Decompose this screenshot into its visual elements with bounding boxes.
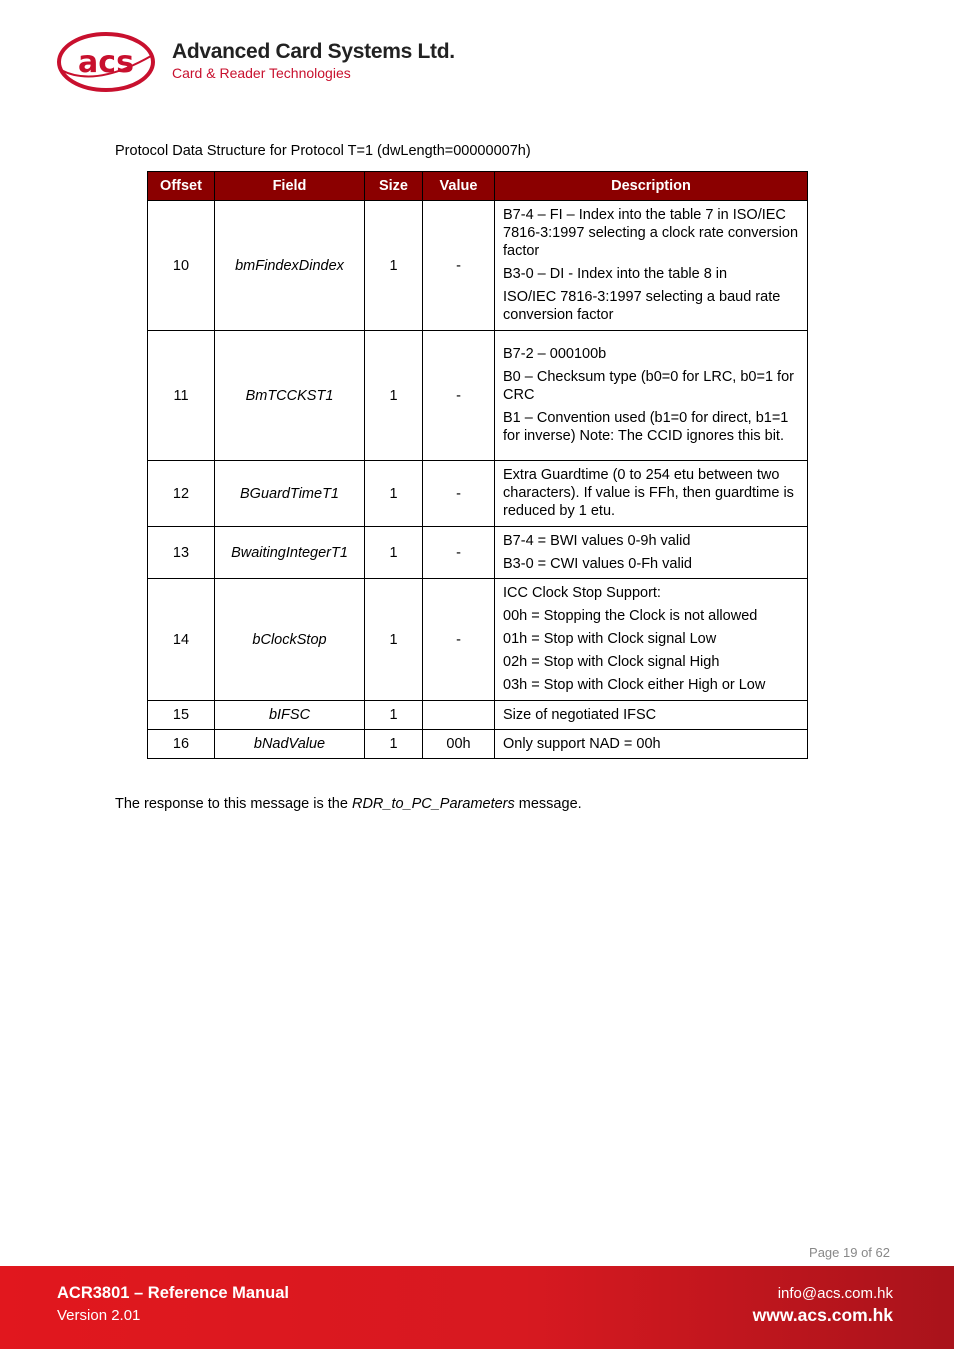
response-prefix: The response to this message is the <box>115 796 352 812</box>
table-row <box>148 461 808 527</box>
cell-description <box>495 579 808 701</box>
cell-field: bmFindexDindex <box>215 201 365 331</box>
col-header-size: Size <box>365 172 423 201</box>
cell-offset: 16 <box>148 730 215 759</box>
footer-bar <box>0 1266 954 1349</box>
logo-mark-text: acs <box>78 45 134 80</box>
description-line: 00h = Stopping the Clock is not allowed <box>503 608 758 624</box>
cell-value <box>423 701 495 730</box>
cell-value: - <box>423 461 495 527</box>
cell-value: - <box>423 201 495 331</box>
acs-logo-icon <box>55 30 159 96</box>
cell-value: - <box>423 579 495 701</box>
cell-description <box>495 527 808 579</box>
description-line: 02h = Stop with Clock signal High <box>503 654 720 670</box>
cell-offset: 13 <box>148 527 215 579</box>
cell-size: 1 <box>365 461 423 527</box>
cell-offset: 10 <box>148 201 215 331</box>
description-line: B3-0 = CWI values 0-Fh valid <box>503 555 692 572</box>
description-line: 01h = Stop with Clock signal Low <box>503 631 717 647</box>
footer-version: Version 2.01 <box>57 1307 141 1324</box>
cell-offset: 11 <box>148 331 215 461</box>
description-line: B1 – Convention used (b1=0 for direct, b1=1 for inverse) Note: The CCID ignores this bit. <box>503 410 789 444</box>
company-name: Advanced Card Systems Ltd. <box>172 40 455 63</box>
cell-value: 00h <box>423 730 495 759</box>
cell-description <box>495 701 808 730</box>
table-caption: Protocol Data Structure for Protocol T=1 (dwLength=00000007h) <box>115 143 531 159</box>
cell-field: bIFSC <box>215 701 365 730</box>
description-line: B7-4 – FI – Index into the table 7 in ISO/IEC 7816-3:1997 selecting a clock rate conversion factor <box>503 207 799 259</box>
footer-website: www.acs.com.hk <box>752 1305 893 1325</box>
cell-description <box>495 201 808 331</box>
table-header-row <box>148 172 808 201</box>
cell-value: - <box>423 527 495 579</box>
company-logo <box>55 30 475 96</box>
cell-description <box>495 331 808 461</box>
table-row <box>148 201 808 331</box>
cell-field: BmTCCKST1 <box>215 331 365 461</box>
description-line: 03h = Stop with Clock either High or Low <box>503 677 766 693</box>
cell-offset: 12 <box>148 461 215 527</box>
description-line: B7-2 – 000100b <box>503 346 607 362</box>
cell-description <box>495 461 808 527</box>
cell-field: bClockStop <box>215 579 365 701</box>
table-row <box>148 730 808 759</box>
cell-description <box>495 730 808 759</box>
protocol-data-table <box>147 171 808 759</box>
cell-offset: 15 <box>148 701 215 730</box>
cell-value: - <box>423 331 495 461</box>
table-row <box>148 579 808 701</box>
col-header-offset: Offset <box>148 172 215 201</box>
cell-size: 1 <box>365 201 423 331</box>
response-message-name: RDR_to_PC_Parameters <box>351 796 515 812</box>
cell-field: bNadValue <box>215 730 365 759</box>
description-line: B0 – Checksum type (b0=0 for LRC, b0=1 for CRC <box>503 369 794 403</box>
table-row <box>148 527 808 579</box>
description-line: B3-0 – DI - Index into the table 8 in <box>503 266 728 282</box>
table-row <box>148 701 808 730</box>
cell-size: 1 <box>365 701 423 730</box>
cell-offset: 14 <box>148 579 215 701</box>
response-paragraph <box>115 796 582 812</box>
col-header-description: Description <box>495 172 808 201</box>
cell-size: 1 <box>365 331 423 461</box>
cell-field: BwaitingIntegerT1 <box>215 527 365 579</box>
description-line: Extra Guardtime (0 to 254 etu between two characters). If value is FFh, then guardtime is reduced by 1 etu. <box>503 467 794 519</box>
description-line: ICC Clock Stop Support: <box>503 585 661 601</box>
table-row <box>148 331 808 461</box>
cell-size: 1 <box>365 527 423 579</box>
col-header-value: Value <box>423 172 495 201</box>
cell-size: 1 <box>365 579 423 701</box>
cell-size: 1 <box>365 730 423 759</box>
description-line: B7-4 = BWI values 0-9h valid <box>503 532 691 549</box>
company-tagline: Card & Reader Technologies <box>172 65 351 81</box>
col-header-field: Field <box>215 172 365 201</box>
description-line: ISO/IEC 7816-3:1997 selecting a baud rate conversion factor <box>503 289 781 323</box>
description-line: Only support NAD = 00h <box>503 735 661 752</box>
footer-document-title: ACR3801 – Reference Manual <box>57 1284 290 1302</box>
footer-email: info@acs.com.hk <box>777 1285 893 1302</box>
page-number: Page 19 of 62 <box>809 1245 890 1260</box>
response-suffix: message. <box>514 796 582 812</box>
cell-field: BGuardTimeT1 <box>215 461 365 527</box>
description-line: Size of negotiated IFSC <box>503 706 657 723</box>
